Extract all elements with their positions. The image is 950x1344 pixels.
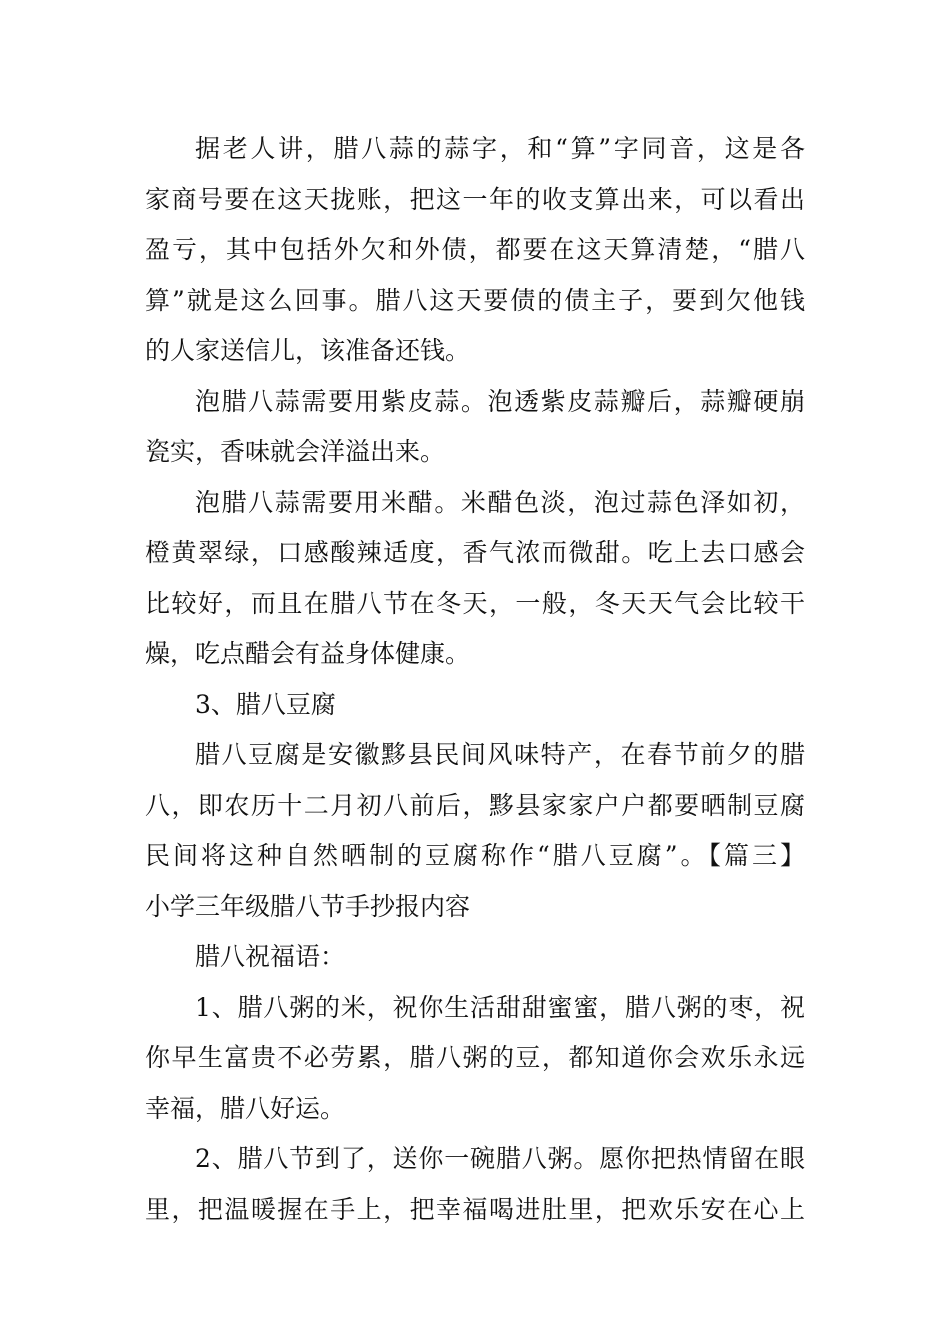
- text-line: 比较好，而且在腊八节在冬天，一般，冬天天气会比较干: [145, 588, 805, 618]
- text-line: 家商号要在这天拢账，把这一年的收支算出来，可以看出: [145, 184, 805, 214]
- paragraph-blessing-2: [145, 1134, 805, 1235]
- text-line: 幸福，腊八好运。: [145, 1093, 346, 1123]
- text-line: 小学三年级腊八节手抄报内容: [145, 891, 471, 921]
- section-heading-blessings: [145, 932, 805, 983]
- text-line: 瓷实，香味就会洋溢出来。: [145, 437, 446, 466]
- text-line: 的人家送信儿，该准备还钱。: [145, 336, 471, 365]
- text-line: 里，把温暖握在手上，把幸福喝进肚里，把欢乐安在心上: [145, 1194, 805, 1224]
- text-line: 3、腊八豆腐: [195, 689, 336, 719]
- text-line: 腊八豆腐是安徽黟县民间风味特产，在春节前夕的腊: [195, 740, 805, 769]
- paragraph-laba-garlic-origin: [145, 124, 805, 377]
- paragraph-rice-vinegar: [145, 478, 805, 680]
- paragraph-blessing-1: [145, 983, 805, 1135]
- document-body: [145, 124, 805, 1235]
- text-line: 算”就是这么回事。腊八这天要债的债主子，要到欠他钱: [145, 285, 805, 315]
- text-line: 你早生富贵不必劳累，腊八粥的豆，都知道你会欢乐永远: [145, 1043, 805, 1072]
- text-line: 盈亏，其中包括外欠和外债，都要在这天算清楚，“腊八: [145, 235, 805, 264]
- paragraph-laba-tofu: [145, 730, 805, 932]
- paragraph-purple-garlic: [145, 377, 805, 478]
- text-line: 泡腊八蒜需要用紫皮蒜。泡透紫皮蒜瓣后，蒜瓣硬崩: [195, 386, 805, 416]
- text-line: 腊八祝福语：: [195, 942, 346, 971]
- text-line: 据老人讲，腊八蒜的蒜字，和“算”字同音，这是各: [195, 134, 805, 163]
- text-line: 八，即农历十二月初八前后，黟县家家户户都要晒制豆腐: [145, 790, 805, 820]
- text-line: 橙黄翠绿，口感酸辣适度，香气浓而微甜。吃上去口感会: [145, 538, 805, 567]
- text-line: 泡腊八蒜需要用米醋。米醋色淡，泡过蒜色泽如初，: [195, 487, 805, 517]
- text-line: 民间将这种自然晒制的豆腐称作“腊八豆腐”。【篇三】: [145, 841, 805, 870]
- text-line: 燥，吃点醋会有益身体健康。: [145, 639, 471, 668]
- text-line: 1、腊八粥的米，祝你生活甜甜蜜蜜，腊八粥的枣，祝: [195, 992, 805, 1022]
- text-line: 2、腊八节到了，送你一碗腊八粥。愿你把热情留在眼: [195, 1144, 805, 1173]
- section-heading-laba-tofu: [145, 680, 805, 731]
